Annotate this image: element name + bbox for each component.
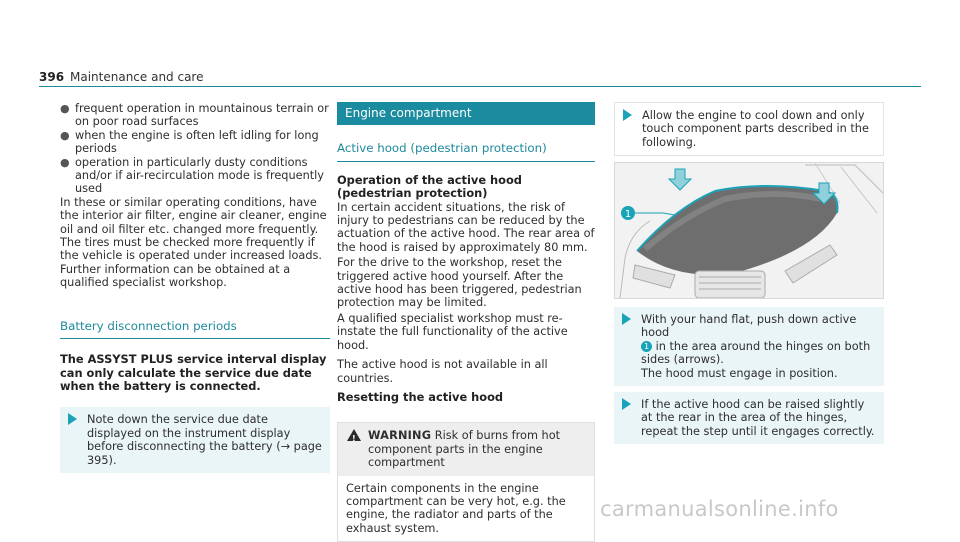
column-right-steps: [614, 307, 884, 444]
list-item: ● when the engine is often left idling for long periods: [60, 128, 319, 156]
warning-header: [338, 423, 594, 475]
svg-text:1: 1: [624, 209, 632, 220]
conditions-paragraph: In these or similar operating conditions, have the interior air filter, engine air cleaner, engine oil and oil filter etc. changed more frequently. The tires must be checked more frequently if the vehicle is operated under increased loads. Further information can be obtained at a qualified specialist workshop.: [60, 195, 327, 290]
page-number: 396: [39, 70, 65, 84]
hood-paragraph-2: For the drive to the workshop, reset the triggered active hood yourself. After the active hood has been triggered, pedestrian protection may be limited.: [337, 256, 582, 310]
condition-list: [60, 102, 330, 196]
callout-1-icon: 1: [641, 341, 652, 352]
warning-title: Risk of burns from hot component parts in the engine compartment: [368, 429, 561, 470]
operation-heading: Operation of the active hood (pedestrian protection): [337, 172, 522, 201]
warning-body: Certain components in the engine compartment can be very hot, e.g. the engine, the radiator and parts of the exhaust system.: [338, 476, 594, 542]
hood-paragraph-3: A qualified specialist workshop must re-instate the full functionality of the active hood.: [337, 311, 568, 352]
list-item: ● frequent operation in mountainous terrain or on poor road surfaces: [60, 102, 329, 129]
column-middle: [337, 102, 595, 542]
hood-figure: [614, 162, 884, 299]
reset-heading: Resetting the active hood: [337, 389, 504, 404]
assyst-heading: The ASSYST PLUS service interval display can only calculate the service due date when the battery is connected.: [60, 352, 327, 393]
step-arrow-icon: [622, 398, 631, 410]
hood-paragraph-4: The active hood is not available in all countries.: [337, 358, 548, 385]
bullet-icon: ●: [60, 155, 70, 169]
step-note-service-date: Note down the service due date displayed on the instrument display before disconnecting the battery (→ page 395).: [60, 407, 330, 473]
bullet-icon: ●: [60, 102, 70, 115]
step-repeat-raise: If the active hood can be raised slightly at the rear in the area of the hinges, repeat the step until it engages correctly.: [614, 392, 884, 444]
header-rule: [39, 86, 921, 87]
bullet-icon: ●: [60, 128, 70, 142]
section-title: Maintenance and care: [70, 70, 204, 84]
step-arrow-icon: [68, 413, 77, 425]
column-right: [614, 102, 884, 156]
list-item: ● operation in particularly dusty conditions and/or if air-recirculation mode is frequently used: [60, 155, 324, 196]
step-arrow-icon: [622, 313, 631, 325]
active-hood-heading: Active hood (pedestrian protection): [337, 142, 595, 161]
step-cool-engine: Allow the engine to cool down and only touch component parts described in the following.: [614, 102, 884, 156]
hood-paragraph-1: In certain accident situations, the risk of injury to pedestrians can be reduced by the actuation of the active hood. The rear area of the hood is raised by approximately 80 mm.: [337, 200, 595, 254]
engine-compartment-bar: Engine compartment: [337, 102, 595, 125]
step-arrow-icon: [623, 109, 632, 121]
watermark: carmanualsonline.info: [600, 497, 839, 521]
warning-box: [337, 422, 595, 542]
car-hood-illustration: [615, 163, 883, 298]
column-left: [60, 102, 330, 473]
warning-label: WARNING: [368, 429, 432, 443]
battery-heading: Battery disconnection periods: [60, 320, 330, 339]
step-push-hood: With your hand flat, push down active hood 1 in the area around the hinges on both sides (arrows). The hood must engage in position.: [614, 307, 884, 386]
warning-icon: !: [347, 429, 361, 441]
